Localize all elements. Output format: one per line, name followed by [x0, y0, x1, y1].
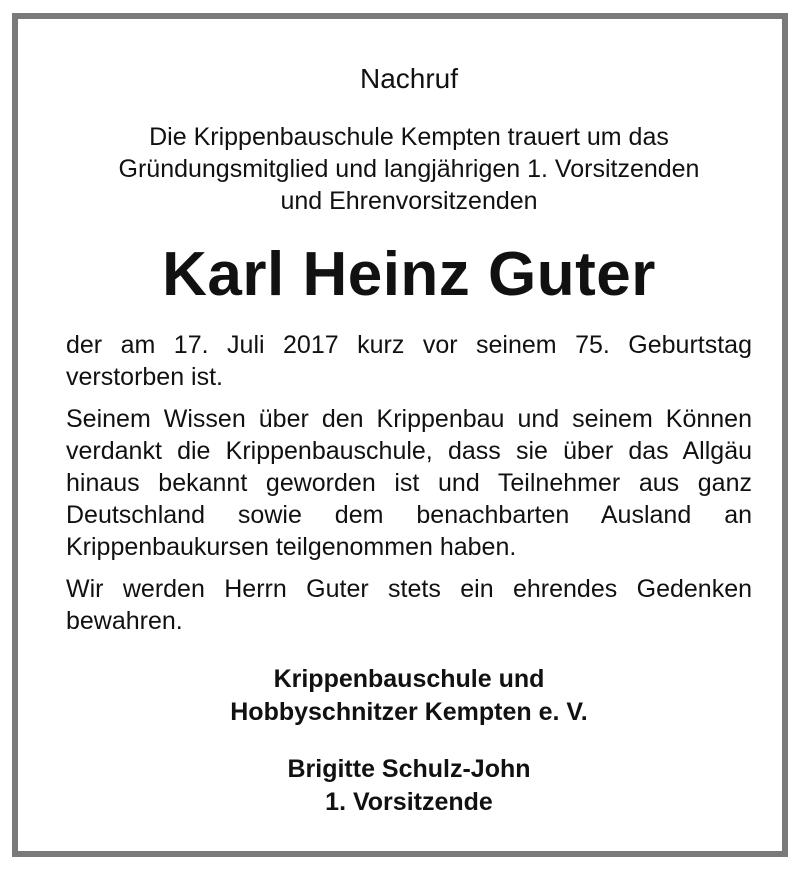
intro-line: und Ehrenvorsitzenden: [280, 187, 538, 215]
obituary-frame: [12, 13, 788, 857]
organization-line: Hobbyschnitzer Kempten e. V.: [230, 698, 588, 726]
body-paragraph: der am 17. Juli 2017 kurz vor seinem 75. Geburtstag verstorben ist.: [66, 331, 752, 391]
organization-signature: [66, 663, 752, 729]
signatory-title: 1. Vorsitzende: [325, 788, 493, 816]
deceased-name: Karl Heinz Guter: [162, 240, 656, 309]
obituary-content: [66, 63, 752, 819]
intro-text: [66, 121, 752, 217]
intro-line: Die Krippenbauschule Kempten trauert um das: [149, 123, 669, 151]
body-paragraph: Wir werden Herrn Guter stets ein ehrendes Gedenken bewahren.: [66, 575, 752, 635]
obituary-heading: Nachruf: [359, 63, 459, 94]
signatory-name: Brigitte Schulz-John: [287, 755, 531, 783]
signatory-block: [66, 753, 752, 819]
organization-line: Krippenbauschule und: [273, 665, 545, 693]
body-paragraph: Seinem Wissen über den Krippenbau und seinem Können verdankt die Krippenbauschule, dass sie über das Allgäu hinaus bekannt geworden ist und Teilnehmer aus ganz Deutschland sowie dem benachbarten Ausland an Krippenbaukursen teilgenommen haben.: [66, 405, 752, 561]
intro-line: Gründungsmitglied und langjährigen 1. Vorsitzenden: [118, 155, 700, 183]
